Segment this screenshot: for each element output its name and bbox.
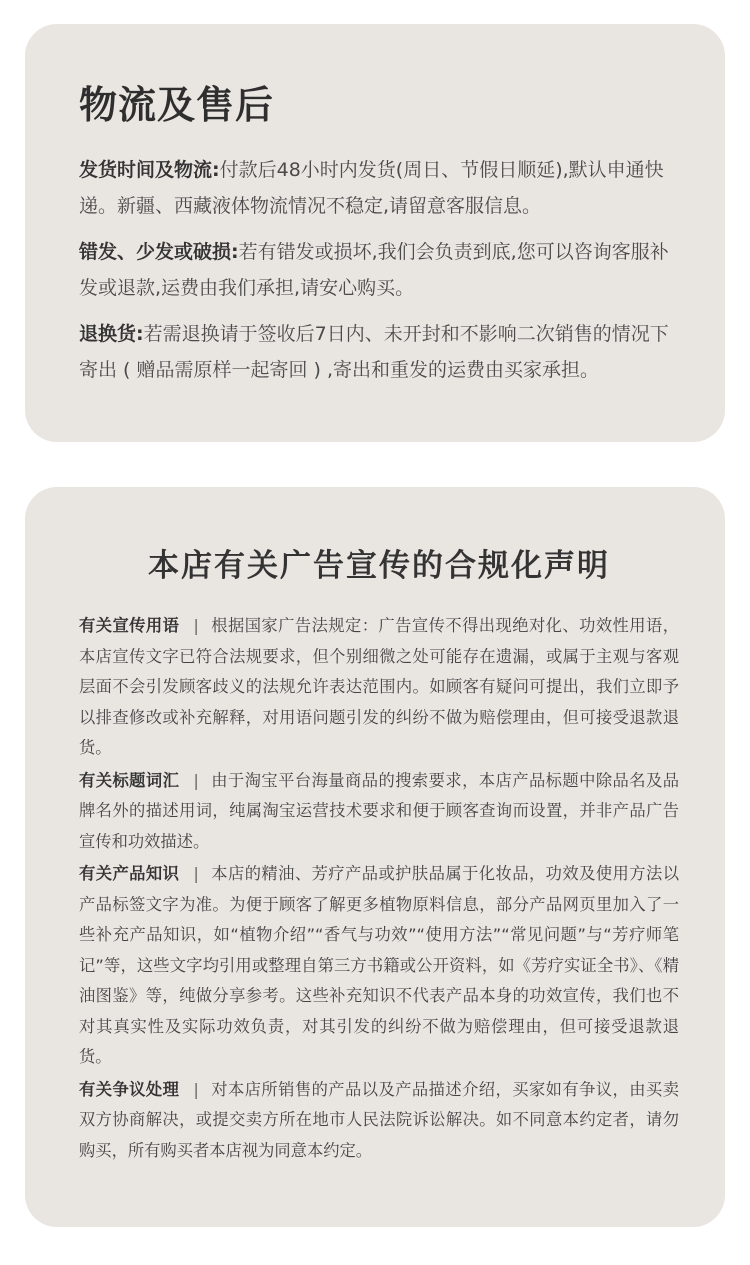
- item-text: 若需退换请于签收后7日内、未开封和不影响二次销售的情况下寄出 ( 赠品需原样一起寄回 ) ,寄出和重发的运费由买家承担。: [79, 323, 669, 381]
- compliance-title: 本店有关广告宣传的合规化声明: [148, 548, 610, 584]
- item-text: 由于淘宝平台海量商品的搜索要求，本店产品标题中除品名及品牌名外的描述用词，纯属淘宝运营技术要求和便于顾客查询而设置，并非产品广告宣传和功效描述。: [79, 770, 679, 851]
- logistics-item-shipping: [79, 152, 679, 224]
- item-label: 错发、少发或破损:: [79, 241, 239, 263]
- item-text: 若有错发或损坏,我们会负责到底,您可以咨询客服补发或退款,运费由我们承担,请安心购买。: [79, 241, 669, 299]
- logistics-item-damage: [79, 234, 679, 306]
- item-text: 根据国家广告法规定：广告宣传不得出现绝对化、功效性用语，本店宣传文字已符合法规要求，但个别细微之处可能存在遗漏，或属于主观与客观层面不会引发顾客歧义的法规允许表达范围内。如顾客有疑问可提出，我们立即予以排查修改或补充解释，对用语问题引发的纠纷不做为赔偿理由，但可接受退款退货。: [79, 616, 679, 757]
- compliance-item-wording: [79, 611, 679, 764]
- compliance-card: [25, 487, 725, 1227]
- compliance-item-knowledge: [79, 859, 679, 1073]
- compliance-item-title-words: [79, 766, 679, 858]
- item-label: 有关产品知识: [79, 864, 180, 883]
- logistics-item-returns: [79, 316, 679, 388]
- item-label: 有关标题词汇: [79, 770, 180, 790]
- item-text: 付款后48小时内发货(周日、节假日顺延),默认申通快递。新疆、西藏液体物流情况不稳定,请留意客服信息。: [79, 159, 664, 217]
- item-text: 对本店所销售的产品以及产品描述介绍，买家如有争议，由买卖双方协商解决，或提交卖方所在地市人民法院诉讼解决。如不同意本约定者，请勿购买，所有购买者本店视为同意本约定。: [79, 1079, 679, 1160]
- item-label: 有关争议处理: [79, 1079, 180, 1099]
- logistics-card: [25, 24, 725, 442]
- item-separator: |: [193, 864, 199, 883]
- item-separator: |: [193, 616, 199, 635]
- item-label: 发货时间及物流:: [79, 159, 220, 181]
- logistics-title: 物流及售后: [79, 83, 275, 127]
- compliance-item-disputes: [79, 1075, 679, 1167]
- item-label: 有关宣传用语: [79, 616, 180, 635]
- item-separator: |: [193, 770, 199, 790]
- item-separator: |: [193, 1079, 199, 1099]
- item-text: 本店的精油、芳疗产品或护肤品属于化妆品，功效及使用方法以产品标签文字为准。为便于顾客了解更多植物原料信息，部分产品网页里加入了一些补充产品知识，如“植物介绍”“香气与功效”“使用方法”“常见问题”与“芳疗师笔记”等，这些文字均引用或整理自第三方书籍或公开资料，如《芳疗实证全书》、《精油图鉴》等，纯做分享参考。这些补充知识不代表产品本身的功效宣传，我们也不对其真实性及实际功效负责，对其引发的纠纷不做为赔偿理由，但可接受退款退货。: [79, 864, 679, 1066]
- item-label: 退换货:: [79, 323, 144, 345]
